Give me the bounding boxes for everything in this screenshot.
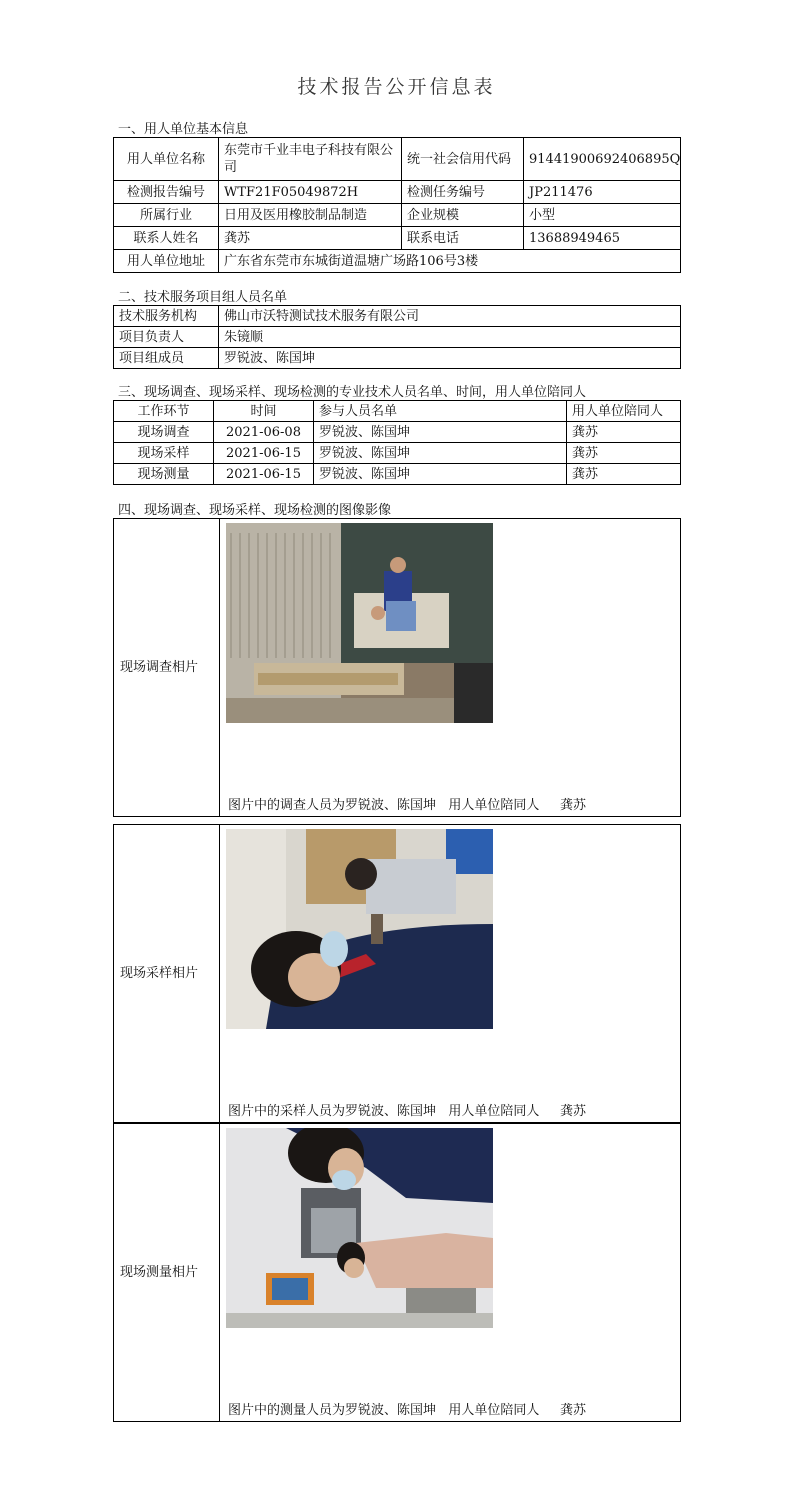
photo-caption: 图片中的测量人员为罗锐波、陈国坤 用人单位陪同人 龚苏 [228,1403,587,1418]
address-value: 广东省东莞市东城街道温塘广场路106号3楼 [219,250,681,273]
label-cell: 联系人姓名 [114,227,219,250]
photo-cell [220,825,681,1123]
label-cell: 项目组成员 [114,348,219,369]
photo-label: 现场测量相片 [114,1124,220,1422]
employer-info-table [113,137,681,273]
photo-label: 现场调查相片 [114,519,220,817]
table-row [114,250,681,273]
label-cell: 统一社会信用代码 [402,138,524,181]
value-cell: 东莞市千业丰电子科技有限公司 [219,138,402,181]
photo-table-measurement [113,1123,681,1422]
value-cell: 罗锐波、陈国坤 [219,348,681,369]
column-header: 时间 [214,401,314,422]
survey-photo [226,523,493,723]
column-header: 工作环节 [114,401,214,422]
value-cell: JP211476 [524,181,681,204]
label-cell: 技术服务机构 [114,306,219,327]
value-cell: 小型 [524,204,681,227]
label-cell: 联系电话 [402,227,524,250]
photo-table-sampling [113,824,681,1123]
column-header: 参与人员名单 [314,401,567,422]
escort-cell: 龚苏 [567,464,681,485]
value-cell: 朱镜顺 [219,327,681,348]
team-table [113,305,681,369]
table-row [114,327,681,348]
stage-cell: 现场采样 [114,443,214,464]
photo-cell [220,1124,681,1422]
photo-label: 现场采样相片 [114,825,220,1123]
section4-heading: 四、现场调查、现场采样、现场检测的图像影像 [118,503,392,518]
table-row [114,227,681,250]
value-cell: 龚苏 [219,227,402,250]
table-header-row [114,401,681,422]
date-cell: 2021-06-08 [214,422,314,443]
table-row [114,464,681,485]
photo-table-survey [113,518,681,817]
staff-cell: 罗锐波、陈国坤 [314,422,567,443]
table-row [114,422,681,443]
staff-cell: 罗锐波、陈国坤 [314,464,567,485]
page-title: 技术报告公开信息表 [297,76,496,98]
value-cell: WTF21F05049872H [219,181,402,204]
value-cell: 日用及医用橡胶制品制造 [219,204,402,227]
table-row [114,138,681,181]
section2-heading: 二、技术服务项目组人员名单 [118,290,288,305]
photo-caption: 图片中的采样人员为罗锐波、陈国坤 用人单位陪同人 龚苏 [228,1104,587,1119]
value-cell: 91441900692406895Q [524,138,681,181]
table-row [114,306,681,327]
label-cell: 检测任务编号 [402,181,524,204]
label-cell: 检测报告编号 [114,181,219,204]
photo-cell [220,519,681,817]
stage-cell: 现场测量 [114,464,214,485]
date-cell: 2021-06-15 [214,443,314,464]
escort-cell: 龚苏 [567,443,681,464]
table-row [114,348,681,369]
section1-heading: 一、用人单位基本信息 [118,122,249,137]
value-cell: 13688949465 [524,227,681,250]
measurement-photo [226,1128,493,1328]
escort-cell: 龚苏 [567,422,681,443]
table-row [114,181,681,204]
date-cell: 2021-06-15 [214,464,314,485]
label-cell: 项目负责人 [114,327,219,348]
column-header: 用人单位陪同人 [567,401,681,422]
label-cell: 用人单位名称 [114,138,219,181]
stage-cell: 现场调查 [114,422,214,443]
section3-heading: 三、现场调查、现场采样、现场检测的专业技术人员名单、时间，用人单位陪同人 [118,385,587,400]
table-row [114,204,681,227]
photo-caption: 图片中的调查人员为罗锐波、陈国坤 用人单位陪同人 龚苏 [228,798,587,813]
schedule-table [113,400,681,485]
label-cell: 企业规模 [402,204,524,227]
label-cell: 所属行业 [114,204,219,227]
label-cell: 用人单位地址 [114,250,219,273]
table-row [114,443,681,464]
staff-cell: 罗锐波、陈国坤 [314,443,567,464]
sampling-photo [226,829,493,1029]
value-cell: 佛山市沃特测试技术服务有限公司 [219,306,681,327]
